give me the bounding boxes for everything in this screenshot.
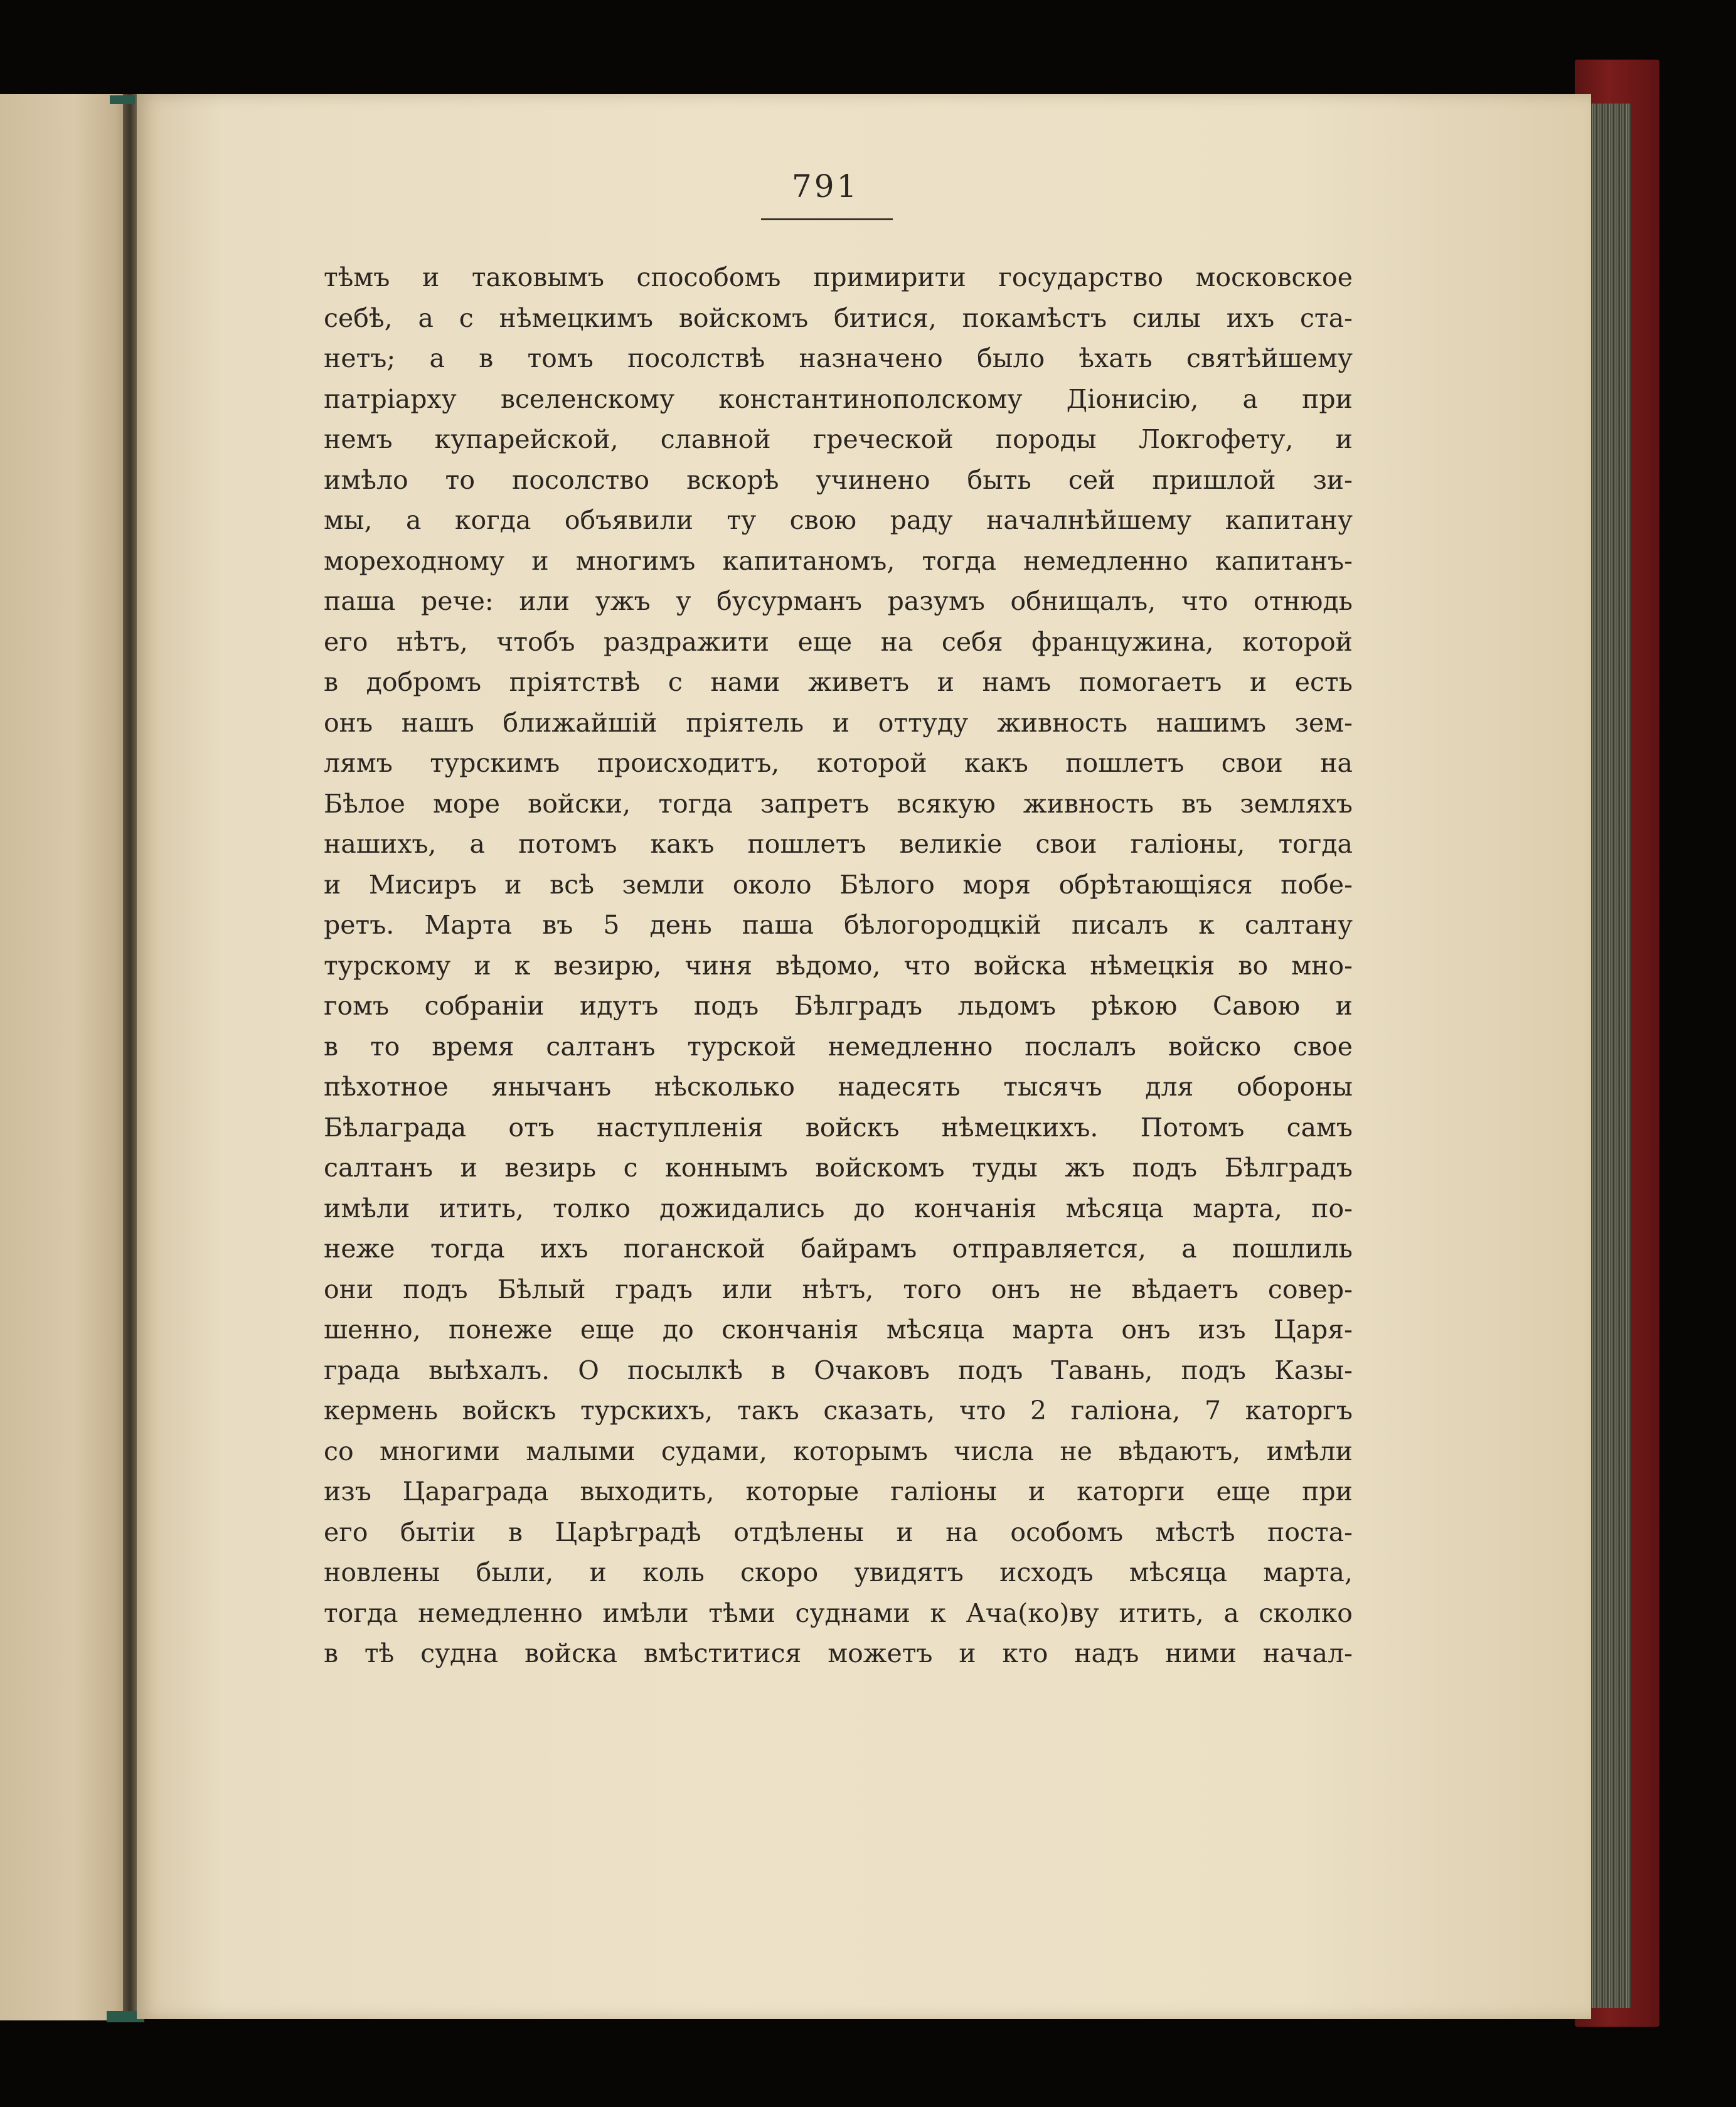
text-line: мы, а когда объявили ту свою раду началнѣйшему капитану <box>324 505 1353 535</box>
text-line: турскому и к везирю, чиня вѣдомо, что войска нѣмецкія во мно- <box>324 950 1353 981</box>
facing-page-edge <box>0 94 135 2020</box>
bookmark-ribbon-top <box>110 95 135 104</box>
text-line: и Мисиръ и всѣ земли около Бѣлого моря обрѣтающіяся побе- <box>324 869 1353 900</box>
text-line: тѣмъ и таковымъ способомъ примирити государство московское <box>324 262 1353 292</box>
text-line: имѣло то посолство вскорѣ учинено быть сей пришлой зи- <box>324 464 1353 495</box>
text-line: неже тогда ихъ поганской байрамъ отправляется, а пошлиль <box>324 1234 1353 1264</box>
text-line: шенно, понеже еще до скончанія мѣсяца марта онъ изъ Царя- <box>324 1315 1353 1345</box>
page-stack-edge <box>1587 104 1631 2008</box>
text-line: гомъ собраніи идутъ подъ Бѣлградъ льдомъ рѣкою Савою и <box>324 991 1353 1021</box>
text-line: пѣхотное янычанъ нѣсколько надесять тысячъ для обороны <box>324 1072 1353 1102</box>
text-line: ретъ. Марта въ 5 день паша бѣлогородцкій писалъ к салтану <box>324 910 1353 940</box>
page-number-rule <box>761 218 893 220</box>
text-line: его нѣтъ, чтобъ раздражити еще на себя францужина, которой <box>324 626 1353 657</box>
text-line: новлены были, и коль скоро увидятъ исходъ мѣсяца марта, <box>324 1557 1353 1587</box>
text-line: немъ купарейской, славной греческой породы Локгофету, и <box>324 424 1353 454</box>
text-line: изъ Цараграда выходить, которые галіоны и каторги еще при <box>324 1476 1353 1507</box>
text-line: лямъ турскимъ происходитъ, которой какъ пошлетъ свои на <box>324 748 1353 778</box>
text-line: патріарху вселенскому константинополскому Діонисію, а при <box>324 383 1353 414</box>
text-line: со многими малыми судами, которымъ числа не вѣдаютъ, имѣли <box>324 1436 1353 1466</box>
text-line: града выѣхалъ. О посылкѣ в Очаковъ подъ Тавань, подъ Казы- <box>324 1355 1353 1385</box>
text-line: кермень войскъ турскихъ, такъ сказать, что 2 галіона, 7 каторгъ <box>324 1395 1353 1426</box>
text-line: в тѣ судна войска вмѣститися можетъ и кто надъ ними начал- <box>324 1638 1353 1668</box>
book-gutter <box>123 94 137 2020</box>
text-line: Бѣлаграда отъ наступленія войскъ нѣмецкихъ. Потомъ самъ <box>324 1112 1353 1143</box>
text-line: его бытіи в Царѣградѣ отдѣлены и на особомъ мѣстѣ поста- <box>324 1517 1353 1547</box>
text-line: в то время салтанъ турской немедленно послалъ войско свое <box>324 1031 1353 1062</box>
text-line: в добромъ пріятствѣ с нами живетъ и намъ помогаетъ и есть <box>324 667 1353 697</box>
text-line: Бѣлое море войски, тогда запретъ всякую живность въ земляхъ <box>324 788 1353 819</box>
text-line: мореходному и многимъ капитаномъ, тогда немедленно капитанъ- <box>324 545 1353 576</box>
text-line: салтанъ и везирь с коннымъ войскомъ туды жъ подъ Бѣлградъ <box>324 1153 1353 1183</box>
body-text <box>324 257 1353 1674</box>
text-line: тогда немедленно имѣли тѣми суднами к Ача(ко)ву итить, а сколко <box>324 1598 1353 1628</box>
text-line: онъ нашъ ближайшій пріятель и оттуду живность нашимъ зем- <box>324 707 1353 738</box>
text-line: паша рече: или ужъ у бусурманъ разумъ обнищалъ, что отнюдь <box>324 586 1353 616</box>
text-line: себѣ, а с нѣмецкимъ войскомъ битися, покамѣстъ силы ихъ ста- <box>324 302 1353 333</box>
text-line: они подъ Бѣлый градъ или нѣтъ, того онъ не вѣдаетъ совер- <box>324 1274 1353 1304</box>
page-number: 791 <box>792 168 860 205</box>
text-line: нашихъ, а потомъ какъ пошлетъ великіе свои галіоны, тогда <box>324 829 1353 859</box>
text-line: имѣли итить, толко дожидались до кончанія мѣсяца марта, по- <box>324 1193 1353 1224</box>
text-line: нетъ; а в томъ посолствѣ назначено было ѣхать святѣйшему <box>324 343 1353 373</box>
